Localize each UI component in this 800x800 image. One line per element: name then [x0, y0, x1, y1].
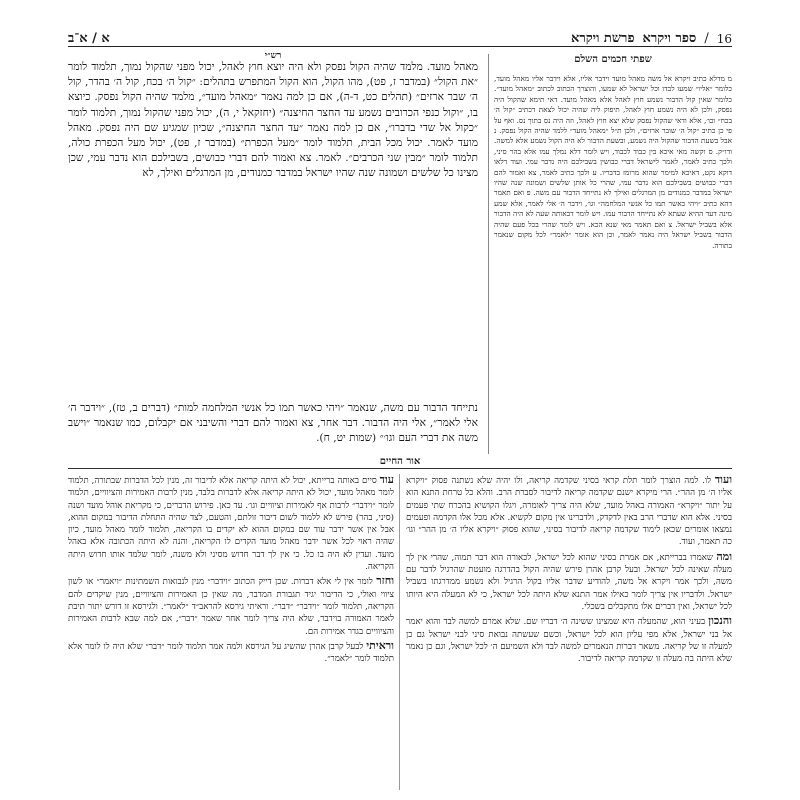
rashi-main-column	[68, 60, 478, 387]
or-hachaim-right-column	[406, 474, 732, 790]
oh-paragraph	[68, 575, 394, 637]
running-head-right	[571, 30, 732, 46]
rashi-continuation-text: נתייחד הדבור עם משה, שנאמר ״ויהי כאשר תמו כל אנשי המלחמה למות״ (דברים ב, טז), ״וידבר ה׳ אלי לאמר״, אלי היה הדבור. דבר אחר, צא ואמור להם דברי והשיבני אם יקבלום, כמו שנאמר ״וישב משה את דברי העם וגו׳״ (שמות יט, ח).	[68, 401, 478, 444]
rashi-continuation	[68, 390, 478, 452]
page	[68, 20, 732, 790]
or-hachaim-divider	[399, 474, 400, 790]
oh-lead-word: עוד	[379, 474, 394, 486]
shk-title-text: שפתי חכמים השלם	[574, 54, 652, 65]
running-head	[68, 20, 732, 47]
rashi-main-text: מאהל מועד. מלמד שהיה הקול נפסק ולא היה יוצא חוץ לאהל, יכול מפני שהקול נמוך, תלמוד לומר ״את הקול״ (במדבר ז, פט), מהו הקול, הוא הקול המתפרש בתהלים: ״קול ה׳ בכח, קול ה׳ בהדר, קול ה׳ שבר ארזים״ (תהלים כט, ד-ה), אם כן למה נאמר ״מאהל מועד״, מלמד שהיה הקול נפסק. כיוצא בו, ״וקול כנפי הכרובים נשמע עד החצר החיצנה״ (יחזקאל י, ה), יכול מפני שהקול נמוך, תלמוד לומר ״כקול אל שדי בדברו״, אם כן למה נאמר ״עד החצר החיצנה״, שכיון שמגיע שם היה נפסק. מאהל מועד לאמר. יכול מכל הבית, תלמוד לומר ״מעל הכפרת״ (במדבר ז, פט), יכול מעל הכפרת כולה, תלמוד לומר ״מבין שני הכרבים״. לאמר. צא ואמור להם דברי כבושים, בשבילכם הוא נדבר עמי, שכן מצינו כל שלשים ושמונה שנה שהיו ישראל במדבר כמנודים, מן המרגלים ואילך, לא	[68, 61, 478, 180]
column-divider	[488, 54, 489, 454]
chapter-verse: א / א־ב	[68, 31, 110, 46]
or-hachaim-left-column	[68, 474, 394, 790]
shk-column	[494, 74, 732, 450]
oh-paragraph-text: לומר אין לי אלא דברות. שכן דייק הכתוב ״וידבר״ מנין לנבואות השמתינות ״ויאמר״ או לשון ציווי ואולי, כי הדיבור יגיד תגבורת המדבר, מה שאין כן האמירות והציוויים, מנין שיקדים להם הקריאה, תלמוד לומר ״וידבר״ ״דבר״. וראיתי גירסא להראב״ד ״לאמר״. ולגירסא זו דורש יתור תיבת לאמר האמורה בוידבר, שלא היה צריך לומר אחר שאמר ״דבר״, אם למה שבא לרבות האמירות והציוויים בגדר אמירות הם.	[68, 577, 394, 637]
rashi-label: רש״י	[264, 51, 282, 61]
oh-paragraph-text: לבעל קרבן אהרן שהשיג על הגירסא ולמה אמר תלמוד לומר ״דבר״ שלא היה לו לומר אלא תלמוד לומר ״לאמר״.	[68, 641, 394, 665]
oh-lead-word: ועוד	[714, 474, 732, 486]
or-hachaim-rule	[68, 468, 732, 469]
shk-text: מ מדלא כתיב ויקרא אל משה מאהל מועד וידבר אליו, אלא וידבר אליו מאהל מועד, כלומר ״אליו״ שמעו לבדו וכל ישראל לא שמעו, והוצרך הכתוב לכתוב ״מאהל מועד״. כלומר שאין קול הדבור נשמע חוץ לאהל אלא מאהל מועד. דאי תימא שהקול היה נפסק, ולכן לא היה נשמע חוץ לאהל, תיפוק ליה שהיה יכול לצאת דכתיב ״קול ה׳ בכח״ וכו׳, אלא ודאי שהקול נפסק שלא יצא חוץ לאהל, וזה היה נס בתוך נס. ואף על פי כן כתיב ״קול ה׳ שובר ארזים״, ולכן ת״ל ״מאהל מועד״ ללמד שהיה הקול נפסק. נ אבל בשעת הדבור שהקול היה נשמע, ובשעת הדבור לא היה הקול נשמע אלא למשה. ודו״ק. ס וקשה מאי איכא בין כבוד לכבוד, ויש לומר דלא נמלך עמו אלא בהר סיני, ולכך כתיב לאמר, לאמר לישראל דברי כבושין בשבילכם היה נדבר עמי. ועוד דלאו דוקא נקט, דאיכא למימר שהוא מרומז בדבריו. ע ולכך כתיב לאמר, צא ואמור להם דברי כבושים בשבילכם הוא נדבר עמי, שהרי כל אותן שלשים ושמונה שנה שהיו ישראל במדבר כמנודים מן המרגלים ואילך לא נתייחד הדבור עם משה. פ ואם תאמר דהא כתיב ״ויהי כאשר תמו כל אנשי המלחמה״ וגו׳, וידבר ה׳ אלי לאמר, אלא שמע מינה דעד ההיא שעתא לא נתייחד הדבור עמו. ויש לומר דבאותה שעה לא היה הדבור אלא בשביל ישראל. צ ואם תאמר מאי שנא הכא. ויש לומר שהרי בכל פעם שהיה הדבור בשביל ישראל היה נאמר לאמר, וכן הוא אומר ״לאמר״ לכל מקום שנאמר בתורה.	[494, 74, 732, 250]
oh-paragraph	[406, 474, 732, 549]
oh-paragraph	[406, 615, 732, 665]
oh-paragraph	[68, 474, 394, 573]
oh-lead-word: והנכון	[708, 614, 732, 628]
header-separator: /	[704, 31, 709, 46]
oh-paragraph-text: שאמרו בברייתא, אם אמרת בסיני שהוא לכל ישראל, לכאורה הוא דבר תמוה, שהרי אין לך מעלה שאינה לכל ישראל. ובעל קרבן אהרן פירש שהיה הקול בהדרגה מועטת שהרגיל לדבר עם משה, ולכך אמר ויקרא אל משה, להודיע שדבר אליו בקול הרגיל ולא נשמע ממדרגתו בשביל ישראל. ולדבריו אין צריך לומר כאילו אמר התנא שלא היתה לכל ישראל, כי לא המעלה היא היותו לכל ישראל, ואין דברים אלו מתקבלים בשכלי.	[406, 552, 732, 612]
parsha-title: פרשת ויקרא	[570, 31, 635, 46]
oh-paragraph	[406, 551, 732, 613]
book-title: ספר ויקרא	[642, 31, 697, 46]
page-number: 16	[716, 32, 732, 46]
oh-paragraph-text: סיים באותה ברייתא, יכול לא היתה קריאה אלא לדיבור זה, מנין לכל הדברות שבתורה, תלמוד לומר מאהל מועד, יכול לא היתה קריאה אלא לדברות בלבד, מנין לרבות האמירות והציוויים, תלמוד לומר ״וידבר״ לרבות אף לאמירות וציוויים וגו׳. עד כאן. פירוש הדברים, כי מקריאת אוהל מועד ושנה (סיני, בהר) פירש לא ללמוד לשום דיבור זולתם, והטעם, לצד שהיה התחלת הדיבור במקום ההוא, אבל אין אשר ידבר עוד שם במקום ההוא לא יקדים בו הקריאה, תלמוד לומר מאהל מועד, כיון שהיה ראוי לכל אשר ידבר מאהל מועד הקדים לו הקריאה, והנה לא היתה הכתובה אלא באהל מועד. ועדין לא היה בו כל. כי אין לך דבר חדוש מסיני ולא משנה, לומר שלמד אותו חדוש היתה הקריאה.	[68, 476, 394, 573]
or-hachaim-title: אור החיים	[379, 456, 421, 467]
oh-lead-word: ומה	[716, 549, 732, 563]
shk-title	[494, 54, 732, 70]
oh-lead-word: וחזר	[376, 574, 394, 588]
oh-lead-word: וראיתי	[366, 638, 394, 652]
oh-paragraph	[68, 640, 394, 666]
oh-paragraph-text: בעיני הוא, שהמעלה היא שמצינו ששינה ה׳ דבריו שם. שלא אמרם למשה לבד והוא יאמר אל בני ישראל, אלא מפי עליון הוא לכל ישראל, וכשם שעשתה נבואת סיני לבני ישראל גם כן למעלה זו של קריאה. משאר דברות הנאמרים למשה לבד ולא השמיעם ה׳ לכל ישראל, וגם כן נאמר שלא היתה בה מעלה זו שקדמה קריאה לדיבור.	[406, 617, 732, 665]
oh-paragraph-text: לו. למה הוצרך לומר תלת קראי בסיני שקדמה קריאה, ולו יהיה שלא נשתנה פסוק ״ויקרא אליו ה׳ מן ההר״. הרי מיקרא ישנם שקדמה קריאה לדיבור לסברת הרב. והלא כל טרחת התנא הוא על יתור ״ויקרא״ האמורה באהל מועד, שלא היה צריך לאומרה, ויגלו הקושיא בהכרח שתי פעמים בסיני. אלא הוא שדברי הרב באין לדקדק, ולדברינו אין מקום לקשיא. אלא מכל אלו הקדמה ופעמים נמצאו אומרים שכאן לימוד שקדמה קריאה לדיבור בסיני, שהוא פסוק ״ויקרא אליו ה׳ מן ההר״ וגו׳ כה תאמר, ועוד.	[406, 476, 732, 548]
